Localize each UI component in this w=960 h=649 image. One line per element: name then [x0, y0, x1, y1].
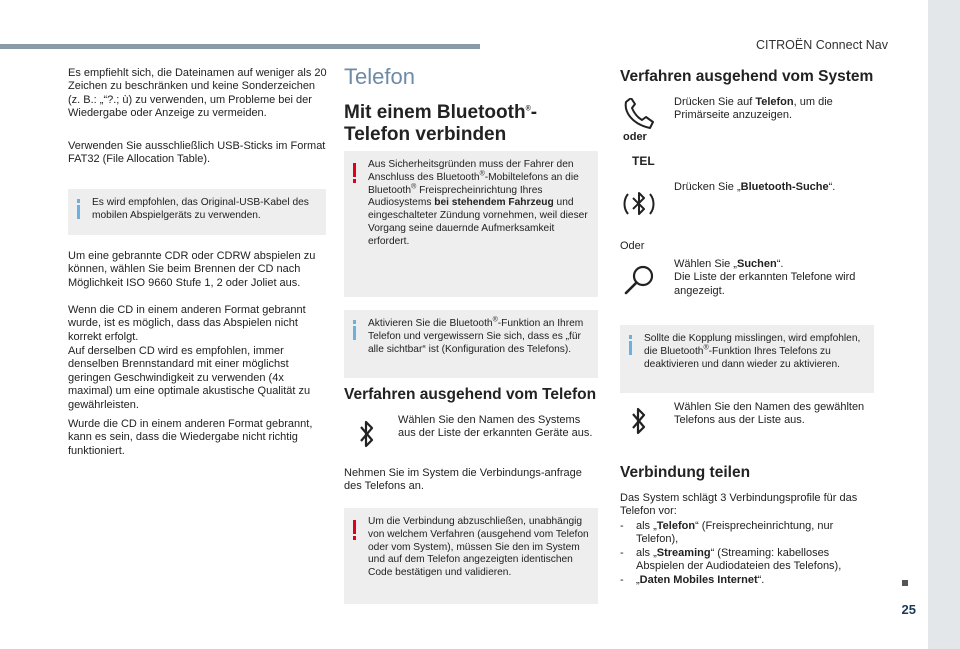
reg-mark: ®: [703, 344, 709, 352]
para-usb-format: Verwenden Sie ausschließlich USB-Sticks im Format FAT32 (File Allocation Table).: [68, 140, 326, 166]
search-magnifier-icon: [622, 262, 658, 298]
reg-mark: ®: [525, 105, 531, 113]
info-note-usb-cable: [68, 189, 326, 235]
list-profiles: [620, 520, 876, 587]
list-item: [620, 547, 876, 574]
label-oder-2: Oder: [620, 240, 645, 252]
li-text: “ (Freisprecheinrichtung, nur Telefon),: [636, 520, 834, 546]
li-bold: Telefon: [656, 520, 696, 532]
warning-icon: [352, 163, 358, 179]
heading-from-phone: Verfahren ausgehend vom Telefon: [344, 386, 597, 403]
warning-note-safety: [344, 151, 598, 297]
li-text: als „: [636, 520, 657, 532]
warning-note-confirm-code: [344, 508, 598, 604]
li-bold: Daten Mobiles Internet: [639, 573, 758, 586]
step-text: Die Liste der erkannten Telefone wird angezeigt.: [674, 271, 856, 297]
para-burn-standard: Auf derselben CD wird es empfohlen, immer denselben Brennstandard mit einer möglichst geringen Geschwindigkeit zu verwenden (4x maximal) um eine optimale akustische Qualität zu gewährleisten.: [68, 345, 311, 411]
step-text: “.: [828, 181, 836, 193]
list-dash: -: [620, 546, 624, 559]
right-margin-band: [928, 0, 960, 649]
warn-text: Freisprecheinrichtung Ihres Audiosystems: [368, 184, 543, 209]
warn-text: -Mobiltelefons an die Bluetooth: [368, 171, 579, 196]
warning-icon: [352, 520, 358, 536]
list-item: [620, 574, 876, 587]
li-text: „: [636, 573, 640, 586]
para-accept-request: Nehmen Sie im System die Verbindungs-anfrage des Telefons an.: [344, 467, 582, 493]
end-of-section-marker: [902, 580, 908, 586]
reg-mark: ®: [411, 183, 417, 191]
info-icon: [352, 320, 358, 336]
info-text: -Funktion Ihres Telefons zu deaktivieren und dann wieder zu aktivieren.: [644, 345, 840, 370]
para-profiles: Das System schlägt 3 Verbindungsprofile für das Telefon vor:: [620, 492, 858, 518]
step-text: “.: [776, 258, 784, 270]
list-dash: -: [620, 573, 624, 586]
info-text: -Funktion an Ihrem Telefon und vergewissern Sie sich, dass es „für alle sichtbar“ ist (Konfiguration des Telefons).: [368, 318, 584, 355]
li-text: “.: [757, 573, 765, 586]
li-text: “ (Streaming: kabelloses Abspielen der Audiodateien des Telefons),: [636, 546, 842, 573]
list-item: [620, 520, 876, 547]
heading-part: Mit einem Bluetooth: [344, 102, 526, 123]
warn-text: Aus Sicherheitsgründen muss der Fahrer den Anschluss des Bluetooth: [368, 159, 574, 183]
reg-mark: ®: [479, 170, 485, 178]
heading-part: -: [530, 102, 538, 123]
list-dash: -: [620, 520, 624, 532]
step-bold: Bluetooth-Suche: [740, 181, 829, 193]
step-select-system: Wählen Sie den Namen des Systems aus der Liste der erkannten Geräte aus.: [398, 414, 593, 440]
para-cd-playback: Wurde die CD in einem anderen Format gebrannt, kann es sein, dass die Wiedergabe nicht richtig funktioniert.: [68, 418, 313, 457]
label-tel: TEL: [632, 154, 655, 168]
label-oder: oder: [623, 131, 647, 143]
heading-from-system: Verfahren ausgehend vom System: [620, 68, 874, 85]
bluetooth-icon: [358, 418, 376, 452]
step-text: , um die Primärseite anzuzeigen.: [674, 96, 833, 122]
info-text: Sollte die Kopplung misslingen, wird empfohlen, die Bluetooth: [644, 333, 861, 357]
heading-bluetooth: [344, 102, 600, 146]
info-icon: [628, 335, 634, 351]
step-bold: Telefon: [755, 96, 794, 108]
reg-mark: ®: [492, 316, 498, 324]
bluetooth-search-icon: [619, 184, 659, 224]
info-note-activate-bt: [344, 310, 598, 378]
page-number: 25: [901, 602, 916, 617]
warn-bold: bei stehendem Fahrzeug: [434, 197, 554, 209]
bluetooth-icon: [630, 405, 648, 439]
step-bluetooth-search: [674, 181, 874, 194]
para-filenames: Es empfiehlt sich, die Dateinamen auf weniger als 20 Zeichen zu beschränken und keine Sonderzeichen (z. B.: „“?.; ù) zu verwenden, um Probleme bei der Wiedergabe oder Anzeige zu vermeiden.: [68, 67, 327, 120]
step-select-phone: Wählen Sie den Namen des gewählten Telefons aus der Liste aus.: [674, 401, 865, 427]
para-cdr: Um eine gebrannte CDR oder CDRW abspielen zu können, wählen Sie beim Brennen der CD nach Möglichkeit ISO 9660 Stufe 1, 2 oder Joliet aus.: [68, 250, 316, 289]
step-text: Drücken Sie auf: [674, 96, 756, 108]
step-bold: Suchen: [736, 258, 777, 270]
heading-part: Telefon verbinden: [344, 124, 507, 145]
info-note-text: Es wird empfohlen, das Original-USB-Kabel des mobilen Abspielgeräts zu verwenden.: [92, 197, 309, 221]
heading-share-connection: Verbindung teilen: [620, 464, 751, 481]
step-select-search: [674, 258, 874, 298]
step-press-telefon: [674, 96, 874, 123]
section-title: Telefon: [344, 64, 415, 89]
li-bold: Streaming: [656, 546, 711, 559]
li-text: als „: [636, 546, 657, 559]
info-icon: [76, 199, 82, 215]
warn-text: und eingeschalteter Zündung vornehmen, weil dieser Vorgang seine dauernde Aufmerksamkeit erfordert.: [368, 197, 588, 247]
phone-handset-icon: [620, 98, 658, 132]
step-text: Wählen Sie „: [674, 258, 737, 270]
para-cd-format: Wenn die CD in einem anderen Format gebrannt wurde, ist es möglich, dass das Abspielen nicht korrekt erfolgt.: [68, 304, 306, 343]
info-note-pairing-failed: [620, 325, 874, 393]
info-text: Aktivieren Sie die Bluetooth: [368, 318, 493, 329]
header-brand: CITROËN Connect Nav: [756, 38, 888, 52]
step-text: Drücken Sie „: [674, 181, 741, 193]
header-rule: [0, 44, 480, 49]
warn-text: Um die Verbindung abzuschließen, unabhängig von welchem Verfahren (ausgehend vom Telefon oder vom System), müssen Sie den im System und auf dem Telefon angezeigten identischen Code bestätigen und validieren.: [368, 516, 589, 579]
